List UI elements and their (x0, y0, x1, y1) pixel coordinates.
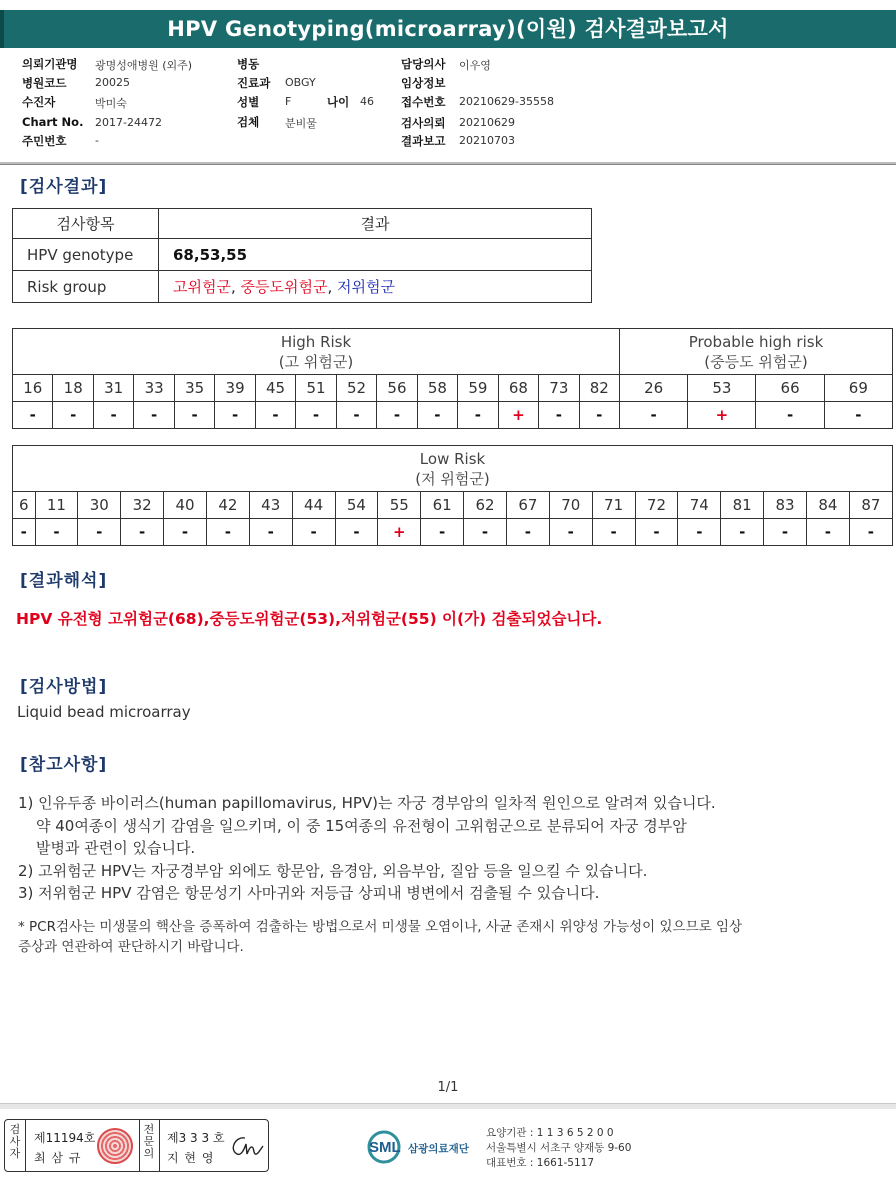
header-divider (0, 162, 896, 165)
risk-sep-2: , (327, 278, 338, 296)
page-number: 1/1 (437, 1080, 459, 1095)
hpv-result-83: - (764, 519, 807, 546)
header-accent (0, 10, 4, 48)
hpv-type-51: 51 (296, 375, 336, 402)
hpv-type-59: 59 (458, 375, 498, 402)
clinical-info-label: 임상정보 (401, 76, 446, 90)
hpv-result-56: - (377, 402, 417, 429)
hpv-type-39: 39 (215, 375, 255, 402)
examinee-value: 박미숙 (95, 97, 127, 110)
notes-section-title: [참고사항] (20, 755, 108, 775)
hpv-result-42: - (206, 519, 249, 546)
hpv-type-40: 40 (164, 492, 207, 519)
risk-group-label: Risk group (13, 271, 159, 303)
hpv-result-16: - (13, 402, 53, 429)
hpv-result-72: - (635, 519, 678, 546)
hpv-type-66: 66 (756, 375, 824, 402)
request-date-value: 20210629 (459, 116, 515, 129)
note-1-cont-a: 약 40여종이 생식기 감염을 일으키며, 이 중 15여종의 유전형이 고위험군으로 분류되어 자궁 경부암 (36, 816, 687, 835)
hpv-type-70: 70 (549, 492, 592, 519)
risk-low: 저위험군 (337, 278, 395, 296)
hpv-type-30: 30 (78, 492, 121, 519)
hpv-type-67: 67 (506, 492, 549, 519)
lab-name: 삼광의료재단 (408, 1143, 469, 1155)
report-date-label: 결과보고 (401, 134, 446, 148)
genotype-label: HPV genotype (13, 239, 159, 271)
logo-text: SML (369, 1139, 401, 1156)
institution-label: 의뢰기관명 (22, 57, 78, 71)
footnote-line-1: * PCR검사는 미생물의 핵산을 증폭하여 검출하는 방법으로서 미생물 오염이나, 사균 존재시 위양성 가능성이 있으므로 임상 (18, 919, 743, 935)
footnote-line-2: 증상과 연관하여 판단하시기 바랍니다. (18, 939, 244, 955)
doctor-label: 담당의사 (401, 57, 446, 71)
note-3: 3) 저위험군 HPV 감염은 항문성기 사마귀와 저등급 상피내 병변에서 검출될 수 있습니다. (18, 884, 600, 902)
risk-sep-1: , (230, 278, 241, 296)
reviewer-name: 지 현 영 (167, 1151, 215, 1165)
interpretation-section-title: [결과해석] (20, 571, 108, 591)
hpv-type-45: 45 (255, 375, 295, 402)
chart-no-value: 2017-24472 (95, 116, 162, 129)
hpv-result-73: - (539, 402, 579, 429)
hpv-result-61: - (421, 519, 464, 546)
hpv-result-45: - (255, 402, 295, 429)
hpv-result-44: - (292, 519, 335, 546)
probable-risk-title: Probable high risk (688, 332, 824, 351)
lab-address: 서울특별시 서초구 양재동 9-60 (486, 1142, 632, 1154)
hpv-type-83: 83 (764, 492, 807, 519)
sml-logo-icon (366, 1127, 486, 1167)
hpv-result-66: - (756, 402, 824, 429)
hpv-result-62: - (464, 519, 507, 546)
institution-value: 광명성애병원 (외주) (95, 59, 193, 72)
signature-box (4, 1119, 269, 1172)
hpv-result-53: + (688, 402, 756, 429)
footer-divider (0, 1103, 896, 1109)
risk-high: 고위험군 (173, 278, 231, 296)
age-label: 나이 (327, 95, 350, 109)
hpv-type-68: 68 (498, 375, 538, 402)
hpv-type-62: 62 (464, 492, 507, 519)
sex-label: 성별 (237, 95, 260, 109)
hpv-result-32: - (121, 519, 164, 546)
hpv-type-31: 31 (93, 375, 133, 402)
low-risk-header (13, 446, 893, 492)
request-date-label: 검사의뢰 (401, 116, 446, 130)
hpv-result-87: - (849, 519, 892, 546)
interpretation-text: HPV 유전형 고위험군(68),중등도위험군(53),저위험군(55) 이(가) 검출되었습니다. (16, 610, 603, 628)
doctor-value: 이우영 (459, 59, 491, 72)
hpv-type-43: 43 (249, 492, 292, 519)
hpv-result-39: - (215, 402, 255, 429)
col-item-header: 검사항목 (13, 209, 159, 239)
hpv-type-16: 16 (13, 375, 53, 402)
hospital-code-label: 병원코드 (22, 76, 67, 90)
hpv-type-33: 33 (134, 375, 174, 402)
hpv-result-54: - (335, 519, 378, 546)
hpv-type-42: 42 (206, 492, 249, 519)
hospital-code-value: 20025 (95, 76, 130, 89)
department-label: 진료과 (237, 76, 271, 90)
hpv-type-54: 54 (335, 492, 378, 519)
hpv-type-26: 26 (620, 375, 688, 402)
high-risk-grid (12, 328, 893, 429)
hpv-type-73: 73 (539, 375, 579, 402)
hpv-type-82: 82 (579, 375, 619, 402)
hpv-type-6: 6 (13, 492, 36, 519)
low-risk-subtitle: (저 위험군) (415, 469, 490, 488)
high-risk-subtitle: (고 위험군) (278, 352, 354, 371)
lab-phone: 대표번호 : 1661-5117 (486, 1157, 595, 1169)
examiner-license: 제11194호 (34, 1131, 96, 1145)
high-risk-header (13, 329, 620, 375)
hpv-type-56: 56 (377, 375, 417, 402)
hpv-result-71: - (592, 519, 635, 546)
report-header (0, 10, 896, 48)
hpv-type-72: 72 (635, 492, 678, 519)
hpv-result-33: - (134, 402, 174, 429)
hpv-type-81: 81 (721, 492, 764, 519)
hpv-result-59: - (458, 402, 498, 429)
probable-risk-subtitle: (중등도 위험군) (704, 352, 808, 371)
signature-separator (25, 1120, 26, 1171)
hpv-result-58: - (417, 402, 457, 429)
notes-list (18, 792, 716, 905)
hpv-type-53: 53 (688, 375, 756, 402)
hpv-result-52: - (336, 402, 376, 429)
method-text: Liquid bead microarray (17, 703, 191, 721)
hpv-type-69: 69 (824, 375, 892, 402)
hpv-result-26: - (620, 402, 688, 429)
hpv-result-69: - (824, 402, 892, 429)
hpv-result-81: - (721, 519, 764, 546)
note-1-cont-b: 발병과 관련이 있습니다. (36, 839, 196, 857)
report-date-value: 20210703 (459, 134, 515, 147)
col-result-header: 결과 (159, 209, 592, 239)
hpv-type-11: 11 (35, 492, 78, 519)
hpv-type-87: 87 (849, 492, 892, 519)
signature-separator (159, 1120, 160, 1171)
examiner-name: 최 삼 규 (34, 1151, 82, 1165)
risk-mid: 중등도위험군 (240, 278, 328, 296)
hpv-result-35: - (174, 402, 214, 429)
high-risk-title: High Risk (280, 332, 352, 351)
hpv-result-18: - (53, 402, 93, 429)
probable-risk-header (620, 329, 893, 375)
signature-separator (139, 1120, 140, 1171)
specimen-label: 검체 (237, 115, 260, 129)
low-risk-title: Low Risk (419, 449, 486, 468)
hpv-type-71: 71 (592, 492, 635, 519)
hpv-type-84: 84 (806, 492, 849, 519)
hpv-type-58: 58 (417, 375, 457, 402)
low-risk-grid (12, 445, 893, 546)
hpv-result-40: - (164, 519, 207, 546)
resident-no-value: - (95, 134, 99, 147)
hpv-result-68: + (498, 402, 538, 429)
method-section-title: [검사방법] (20, 677, 108, 697)
hpv-result-70: - (549, 519, 592, 546)
hpv-type-52: 52 (336, 375, 376, 402)
specimen-value: 분비물 (285, 117, 317, 130)
hpv-result-74: - (678, 519, 721, 546)
reviewer-signature-icon (227, 1132, 265, 1162)
note-1: 1) 인유두종 바이러스(human papillomavirus, HPV)는 자궁 경부암의 일차적 원인으로 알려져 있습니다. (18, 794, 716, 812)
lab-code: 요양기관 : 1 1 3 6 5 2 0 0 (486, 1127, 614, 1139)
examiner-seal-icon (97, 1128, 133, 1164)
reviewer-vertical-label: 전문의 (143, 1123, 155, 1160)
receipt-no-value: 20210629-35558 (459, 95, 554, 108)
hpv-result-84: - (806, 519, 849, 546)
risk-group-value (159, 271, 592, 303)
age-value: 46 (360, 95, 374, 108)
hpv-result-67: - (506, 519, 549, 546)
result-table (12, 208, 592, 303)
hpv-type-44: 44 (292, 492, 335, 519)
lab-info (486, 1126, 631, 1171)
hpv-type-18: 18 (53, 375, 93, 402)
receipt-no-label: 접수번호 (401, 95, 446, 109)
genotype-value: 68,53,55 (159, 239, 592, 271)
hpv-type-32: 32 (121, 492, 164, 519)
hpv-type-61: 61 (421, 492, 464, 519)
hpv-result-55: + (378, 519, 421, 546)
hpv-type-35: 35 (174, 375, 214, 402)
hpv-result-30: - (78, 519, 121, 546)
ward-label: 병동 (237, 57, 260, 71)
pcr-footnote (18, 917, 878, 957)
examinee-label: 수진자 (22, 95, 56, 109)
resident-no-label: 주민번호 (22, 134, 67, 148)
hpv-result-51: - (296, 402, 336, 429)
hpv-type-55: 55 (378, 492, 421, 519)
hpv-result-82: - (579, 402, 619, 429)
result-section-title: [검사결과] (20, 177, 108, 197)
reviewer-license: 제3 3 3 호 (167, 1131, 225, 1145)
hpv-result-11: - (35, 519, 78, 546)
note-2: 2) 고위험군 HPV는 자궁경부암 외에도 항문암, 음경암, 외음부암, 질암 등을 일으킬 수 있습니다. (18, 861, 648, 880)
examiner-vertical-label: 검사자 (9, 1123, 21, 1160)
sex-value: F (285, 95, 292, 108)
hpv-result-31: - (93, 402, 133, 429)
chart-no-label: Chart No. (22, 115, 84, 129)
department-value: OBGY (285, 76, 316, 89)
report-title: HPV Genotyping(microarray)(이원) 검사결과보고서 (167, 17, 729, 41)
hpv-result-43: - (249, 519, 292, 546)
hpv-type-74: 74 (678, 492, 721, 519)
hpv-result-6: - (13, 519, 36, 546)
